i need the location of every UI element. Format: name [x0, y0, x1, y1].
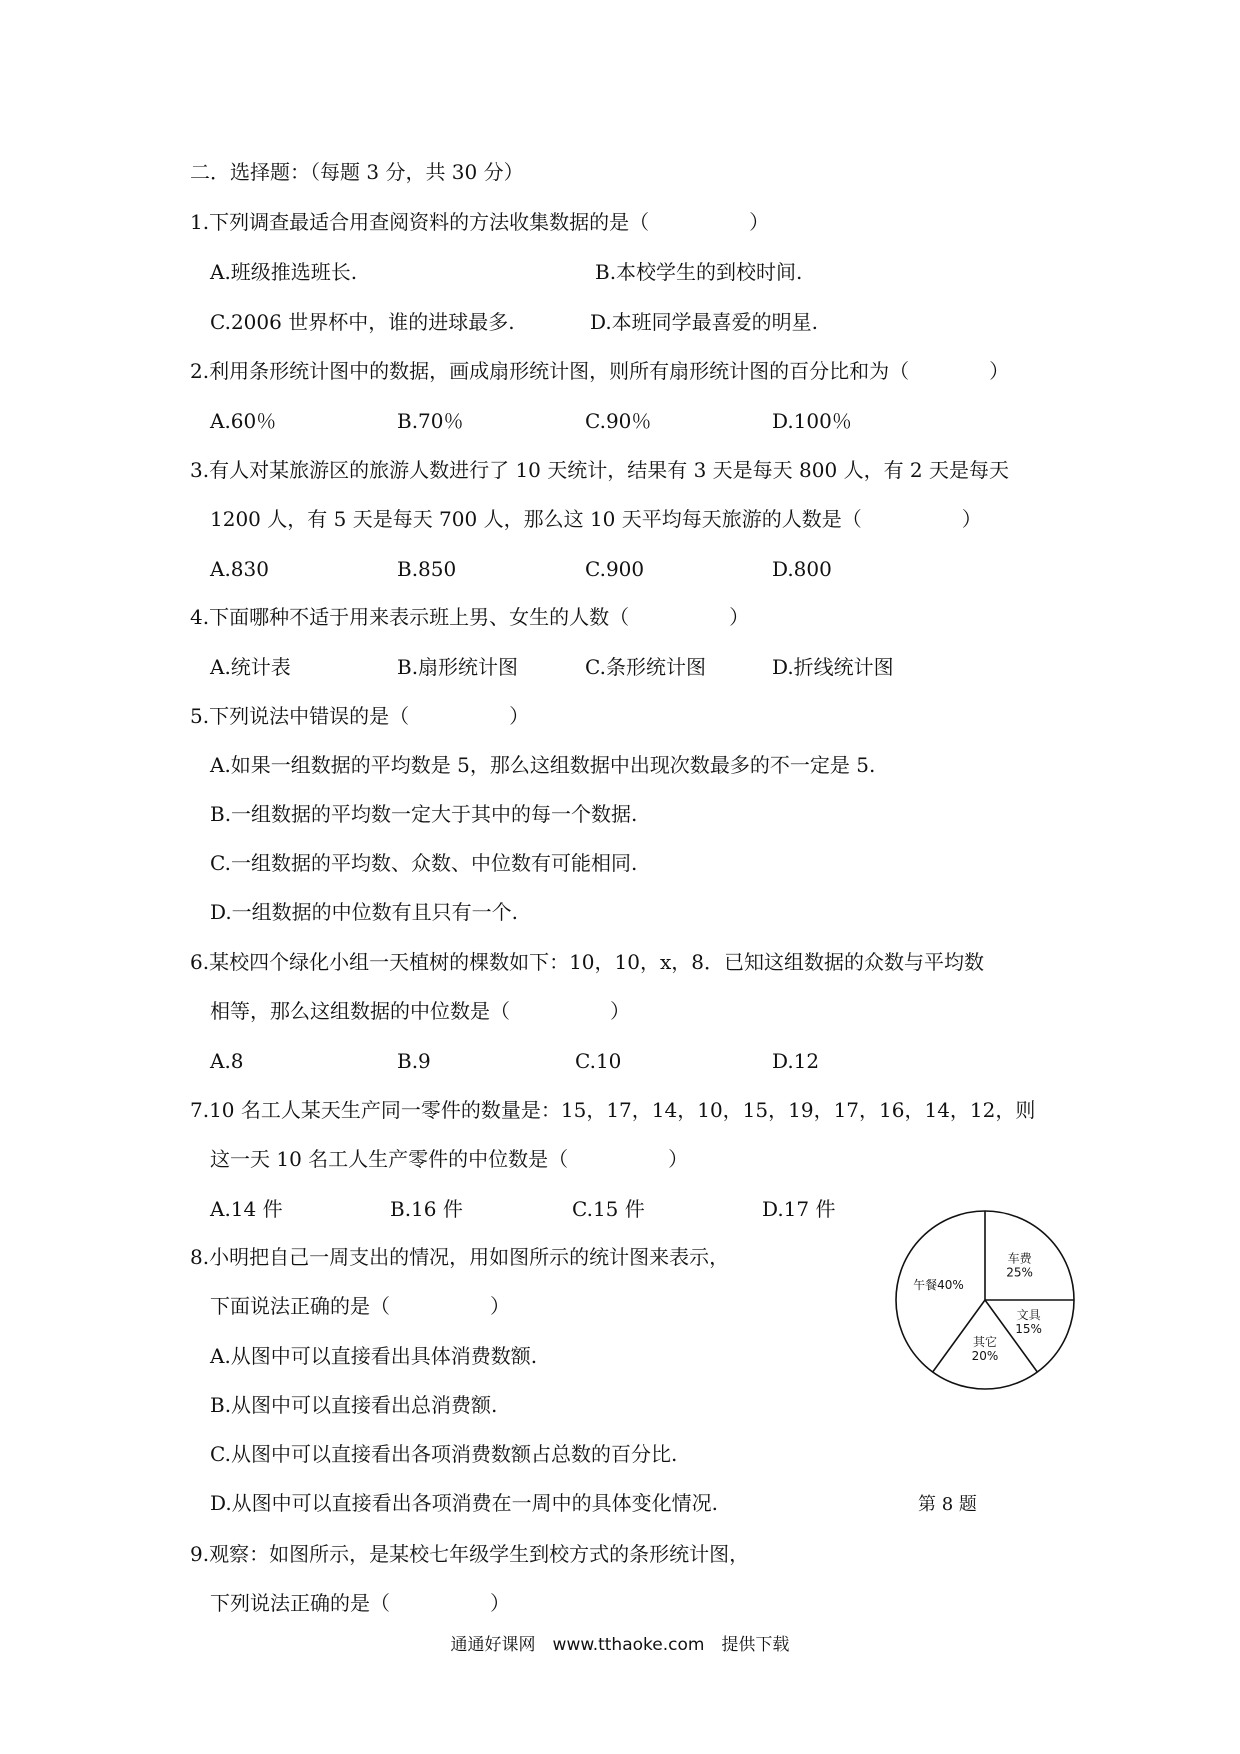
q7-option-b: B.16 件 [390, 1197, 463, 1221]
q3-option-d: D.800 [772, 557, 832, 581]
footer-download-note: 通通好课网 www.tthaoke.com 提供下载 [450, 1635, 790, 1655]
q8-option-a: A.从图中可以直接看出具体消费数额. [210, 1344, 538, 1368]
figure8-caption: 第 8 题 [918, 1494, 977, 1515]
q6-option-a: A.8 [210, 1049, 244, 1073]
q1-option-c: C.2006 世界杯中，谁的进球最多. [210, 310, 515, 334]
q1-option-b: B.本校学生的到校时间. [595, 260, 803, 284]
q1-stem: 1.下列调查最适合用查阅资料的方法收集数据的是（ ） [190, 210, 770, 234]
q4-option-c: C.条形统计图 [585, 655, 706, 679]
q1-option-a: A.班级推选班长. [210, 260, 358, 284]
q2-option-c: C.90％ [585, 409, 652, 433]
q8-stem-line2: 下面说法正确的是（ ） [210, 1294, 510, 1318]
q2-option-d: D.100％ [772, 409, 852, 433]
figure8-pie-chart [890, 1205, 1080, 1395]
q2-option-a: A.60％ [210, 409, 277, 433]
q9-stem-line2: 下列说法正确的是（ ） [210, 1591, 510, 1615]
q6-stem-line1: 6.某校四个绿化小组一天植树的棵数如下：10，10，x，8．已知这组数据的众数与平均数 [190, 950, 984, 974]
q5-stem: 5.下列说法中错误的是（ ） [190, 704, 530, 728]
q4-option-a: A.统计表 [210, 655, 291, 679]
q3-option-c: C.900 [585, 557, 645, 581]
q3-option-a: A.830 [210, 557, 269, 581]
q8-stem-line1: 8.小明把自己一周支出的情况，用如图所示的统计图来表示， [190, 1245, 730, 1269]
q6-option-b: B.9 [397, 1049, 431, 1073]
q9-stem-line1: 9.观察：如图所示，是某校七年级学生到校方式的条形统计图， [190, 1542, 750, 1566]
q3-option-b: B.850 [397, 557, 457, 581]
q6-stem-line2: 相等，那么这组数据的中位数是（ ） [210, 999, 630, 1023]
q2-option-b: B.70％ [397, 409, 464, 433]
pie-slice-label-4: 午餐40% [913, 1277, 964, 1292]
section-title: 二．选择题：（每题 3 分，共 30 分） [190, 160, 524, 184]
q7-stem-line2: 这一天 10 名工人生产零件的中位数是（ ） [210, 1147, 689, 1171]
q8-option-b: B.从图中可以直接看出总消费额. [210, 1393, 498, 1417]
q4-option-b: B.扇形统计图 [397, 655, 519, 679]
q1-option-d: D.本班同学最喜爱的明星. [590, 310, 819, 334]
q4-option-d: D.折线统计图 [772, 655, 894, 679]
pie-slice-label-2: 文具 15% [1015, 1308, 1042, 1337]
pie-slice-label-1: 车费 25% [1006, 1251, 1033, 1280]
q6-option-d: D.12 [772, 1049, 820, 1073]
q3-stem-line1: 3.有人对某旅游区的旅游人数进行了 10 天统计，结果有 3 天是每天 800 人，有 2 天是每天 [190, 458, 1010, 482]
q8-option-c: C.从图中可以直接看出各项消费数额占总数的百分比. [210, 1442, 678, 1466]
q5-option-c: C.一组数据的平均数、众数、中位数有可能相同. [210, 851, 638, 875]
q3-stem-line2: 1200 人，有 5 天是每天 700 人，那么这 10 天平均每天旅游的人数是（ ） [210, 507, 982, 531]
q4-stem: 4.下面哪种不适于用来表示班上男、女生的人数（ ） [190, 605, 750, 629]
q5-option-b: B.一组数据的平均数一定大于其中的每一个数据. [210, 802, 638, 826]
pie-slice-label-3: 其它 20% [971, 1334, 999, 1363]
q7-option-a: A.14 件 [210, 1197, 283, 1221]
q8-option-d: D.从图中可以直接看出各项消费在一周中的具体变化情况. [210, 1491, 719, 1515]
q5-option-a: A.如果一组数据的平均数是 5，那么这组数据中出现次数最多的不一定是 5. [210, 753, 876, 777]
q7-stem-line1: 7.10 名工人某天生产同一零件的数量是：15，17，14，10，15，19，17，16，14，12，则 [190, 1098, 1036, 1122]
q5-option-d: D.一组数据的中位数有且只有一个. [210, 900, 519, 924]
q7-option-c: C.15 件 [572, 1197, 645, 1221]
q2-stem: 2.利用条形统计图中的数据，画成扇形统计图，则所有扇形统计图的百分比和为（ ） [190, 359, 1010, 383]
q6-option-c: C.10 [575, 1049, 622, 1073]
q7-option-d: D.17 件 [762, 1197, 836, 1221]
